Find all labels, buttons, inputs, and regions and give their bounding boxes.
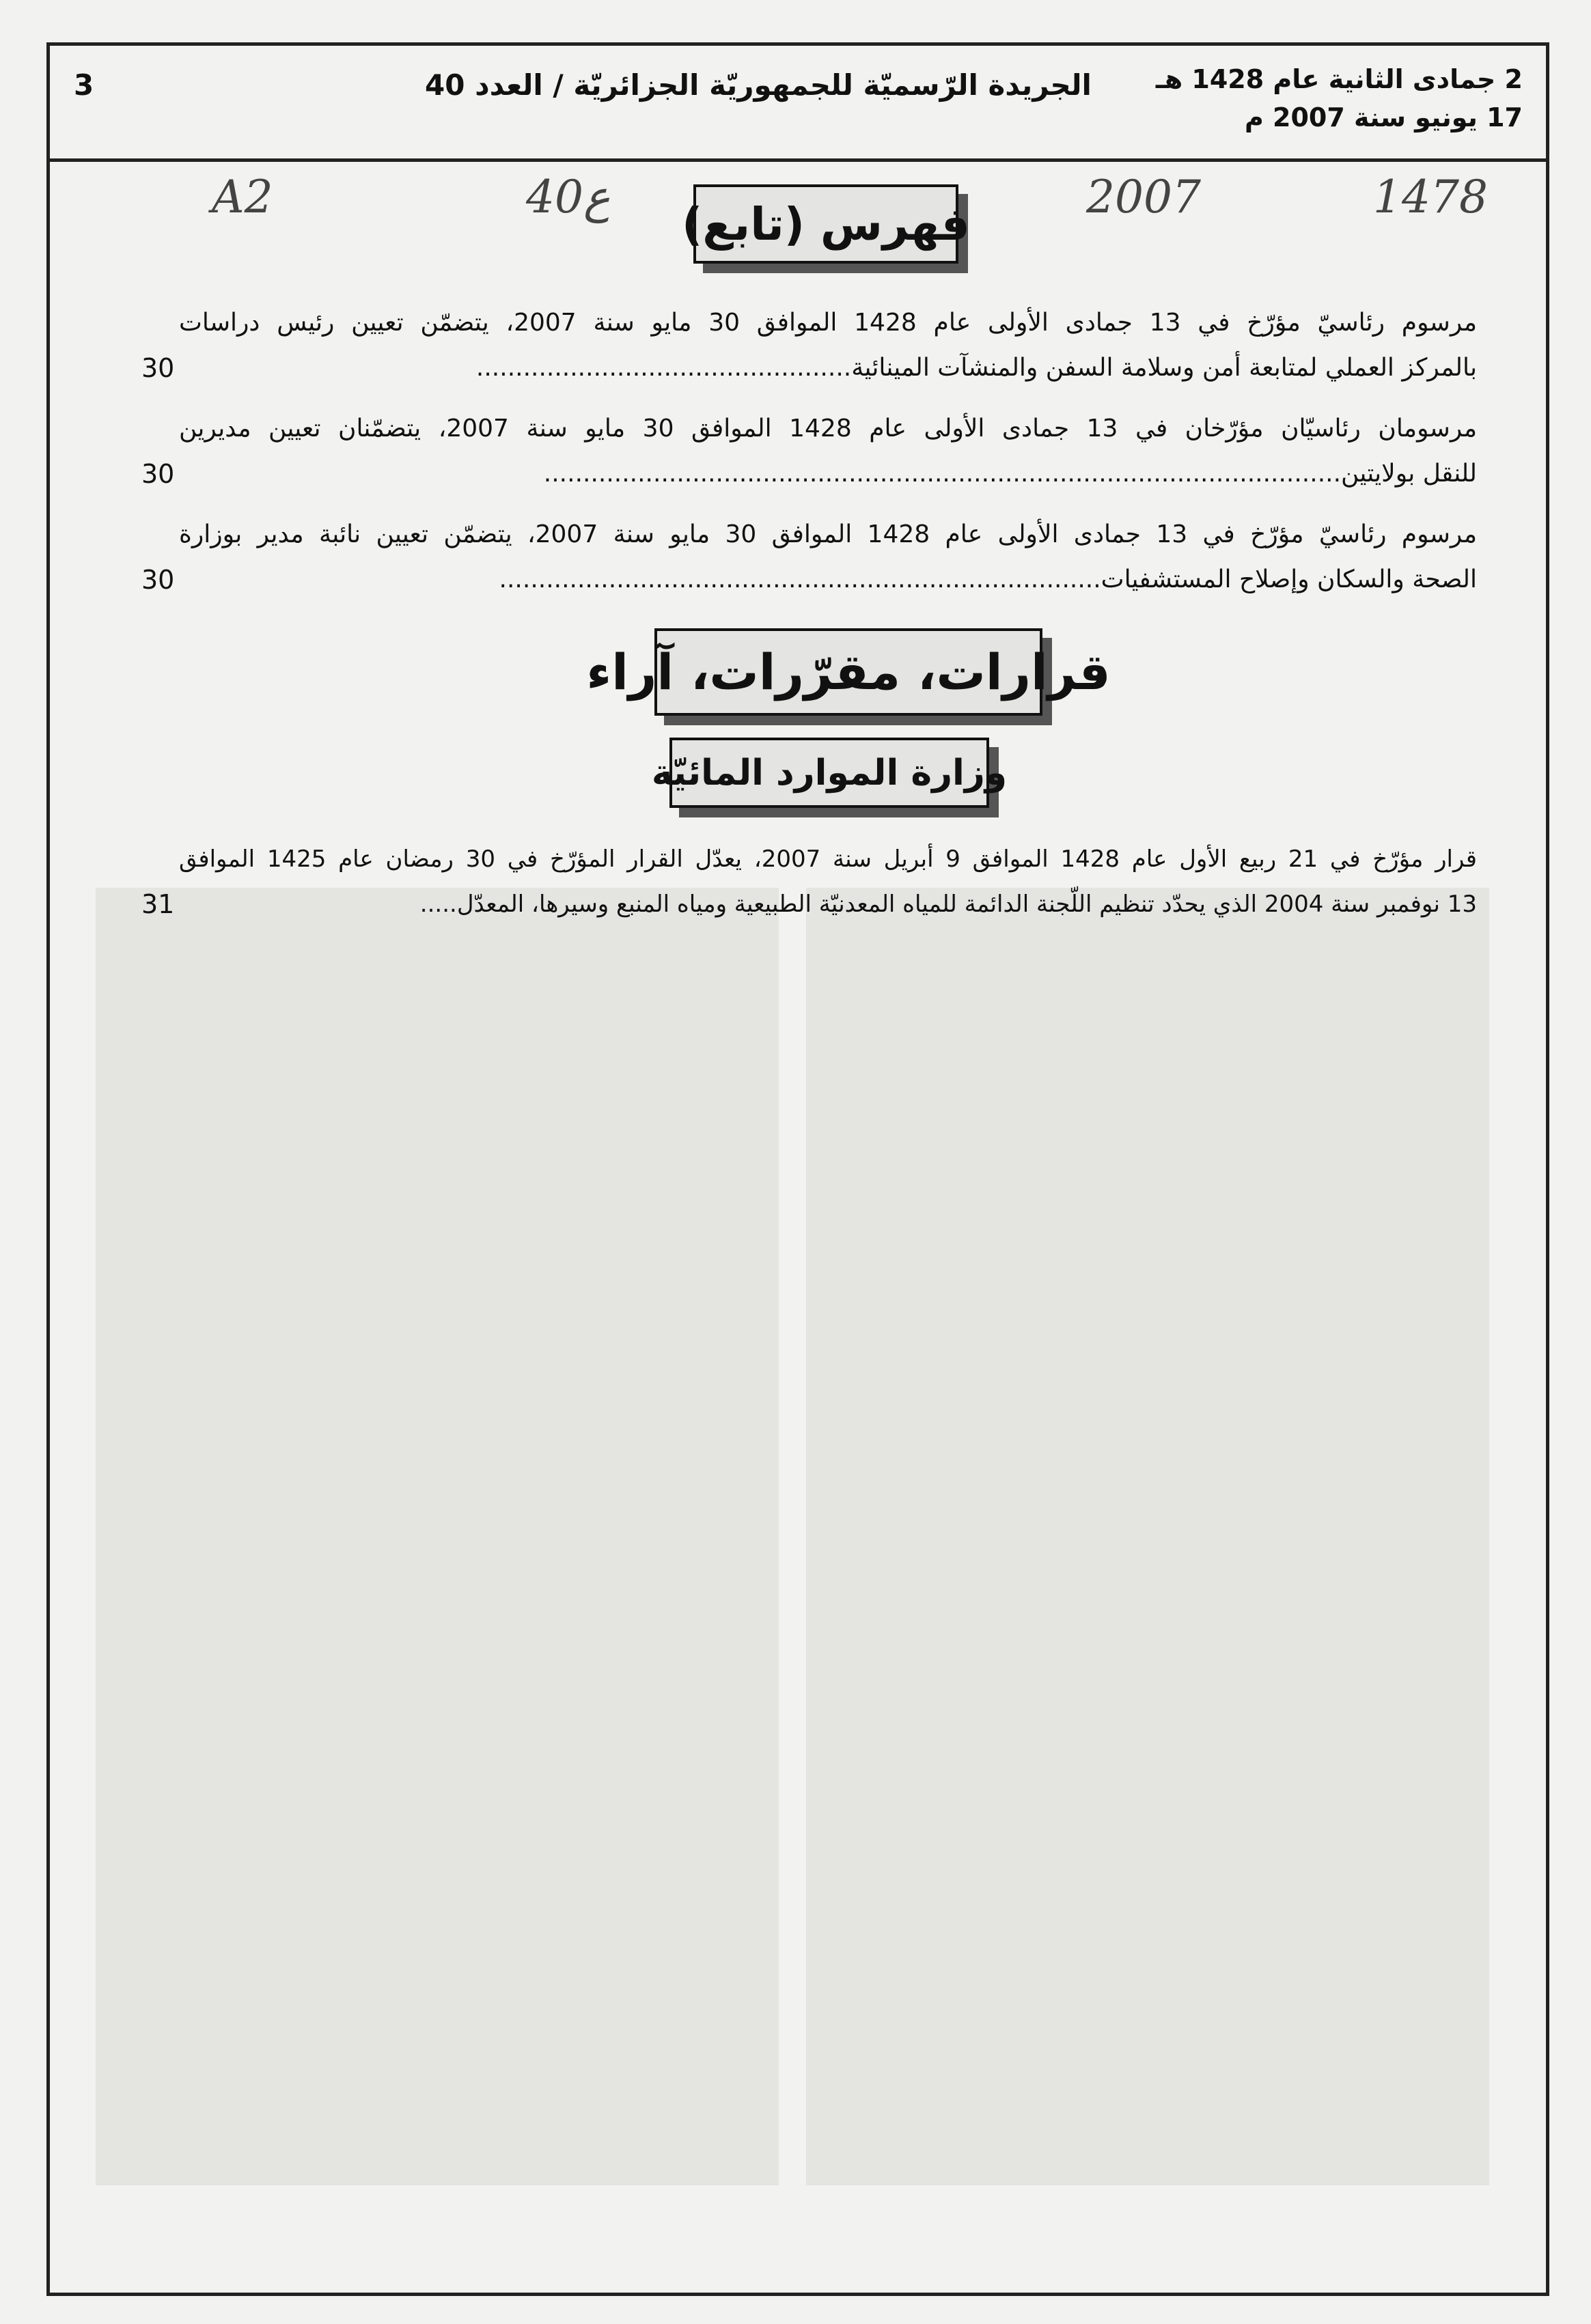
handwritten-note-a2: A2	[212, 171, 273, 223]
handwritten-note-year: 2007	[1086, 171, 1201, 223]
index-entry	[141, 300, 1477, 391]
entry-line-2: 13 نوفمبر سنة 2004 الذي يحدّد تنظيم اللّجنة الدائمة للمياه المعدنيّة الطبيعية ومياه المنبع وسيرها، المعدّل.....	[419, 891, 1477, 918]
date-hijri: 2 جمادى الثانية عام 1428 هـ	[1155, 64, 1523, 94]
entry-page-number: 31	[141, 889, 175, 919]
journal-title: الجريدة الرّسميّة للجمهوريّة الجزائريّة / العدد 40	[425, 68, 1092, 102]
date-gregorian: 17 يونيو سنة 2007 م	[1244, 102, 1523, 132]
handwritten-note-issue: 40ع	[526, 171, 611, 223]
entry-line-1: مرسوم رئاسيّ مؤرّخ في 13 جمادى الأولى عام 1428 الموافق 30 مايو سنة 2007، يتضمّن تعيين رئيس دراسات	[179, 309, 1477, 337]
decisions-title: قرارات، مقرّرات، آراء	[586, 643, 1111, 701]
header-rule	[46, 158, 1549, 162]
decisions-title-box	[586, 628, 1111, 716]
entry-page-number: 30	[141, 459, 175, 489]
ministry-title: وزارة الموارد المائيّة	[651, 752, 1008, 794]
ministry-index-entry	[141, 837, 1477, 927]
index-title: فهرس (تابع)	[682, 197, 970, 251]
entry-page-number: 30	[141, 565, 175, 595]
entry-line-2: بالمركز العملي لمتابعة أمن وسلامة السفن والمنشآت المينائية................................................	[475, 354, 1477, 382]
page-number: 3	[74, 68, 94, 102]
entry-line-1: مرسومان رئاسيّان مؤرّخان في 13 جمادى الأولى عام 1428 الموافق 30 مايو سنة 2007، يتضمّنان تعيين مديرين	[179, 415, 1477, 443]
entry-page-number: 30	[141, 353, 175, 383]
index-entry	[141, 406, 1477, 496]
index-title-box	[682, 184, 970, 264]
ministry-title-box	[651, 738, 1008, 808]
entry-line-2: الصحة والسكان وإصلاح المستشفيات.............................................................................	[499, 565, 1477, 593]
entry-line-1: مرسوم رئاسيّ مؤرّخ في 13 جمادى الأولى عام 1428 الموافق 30 مايو سنة 2007، يتضمّن تعيين نائبة مدير بوزارة	[179, 520, 1477, 548]
entry-line-1: قرار مؤرّخ في 21 ربيع الأول عام 1428 الموافق 9 أبريل سنة 2007، يعدّل القرار المؤرّخ في 30 رمضان عام 1425 الموافق	[179, 845, 1477, 873]
handwritten-note-hijri-year: 1478	[1373, 171, 1488, 223]
entry-line-2: للنقل بولايتين......................................................................................................	[543, 460, 1477, 488]
index-entry	[141, 512, 1477, 602]
